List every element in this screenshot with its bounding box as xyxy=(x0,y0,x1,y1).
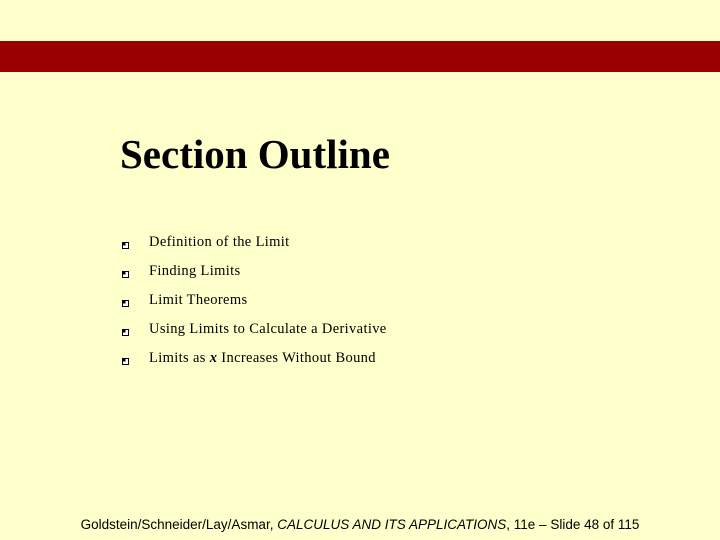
italic-variable: x xyxy=(209,350,218,366)
outline-item xyxy=(120,315,387,344)
hollow-square-bullet-icon xyxy=(122,242,129,249)
outline-item-text xyxy=(149,234,290,251)
slide-title: Section Outline xyxy=(120,131,390,177)
footer-edition: , 11e xyxy=(506,517,536,532)
footer-separator: – xyxy=(535,517,551,532)
text-segment: Increases Without Bound xyxy=(217,350,376,366)
slide-footer xyxy=(0,517,720,532)
outline-item xyxy=(120,228,387,257)
hollow-square-bullet-icon xyxy=(122,358,129,365)
hollow-square-bullet-icon xyxy=(122,271,129,278)
outline-item xyxy=(120,344,387,373)
outline-item-text xyxy=(149,263,241,280)
hollow-square-bullet-icon xyxy=(122,300,129,307)
hollow-square-bullet-icon xyxy=(122,329,129,336)
outline-item xyxy=(120,286,387,315)
outline-item-text xyxy=(149,321,387,338)
text-segment: Limit Theorems xyxy=(149,292,248,308)
outline-item-text xyxy=(149,292,247,309)
outline-item xyxy=(120,257,387,286)
footer-slide-number: Slide 48 of 115 xyxy=(550,517,640,532)
outline-item-text xyxy=(149,350,376,367)
text-segment: Limits as xyxy=(149,350,210,366)
text-segment: Definition of the Limit xyxy=(149,234,290,250)
footer-authors: Goldstein/Schneider/Lay/Asmar, xyxy=(80,517,278,532)
text-segment: Finding Limits xyxy=(149,263,241,279)
header-bar xyxy=(0,41,720,72)
text-segment: Using Limits to Calculate a Derivative xyxy=(149,321,387,337)
outline-list xyxy=(120,228,387,373)
footer-book-title: CALCULUS AND ITS APPLICATIONS xyxy=(277,517,507,532)
